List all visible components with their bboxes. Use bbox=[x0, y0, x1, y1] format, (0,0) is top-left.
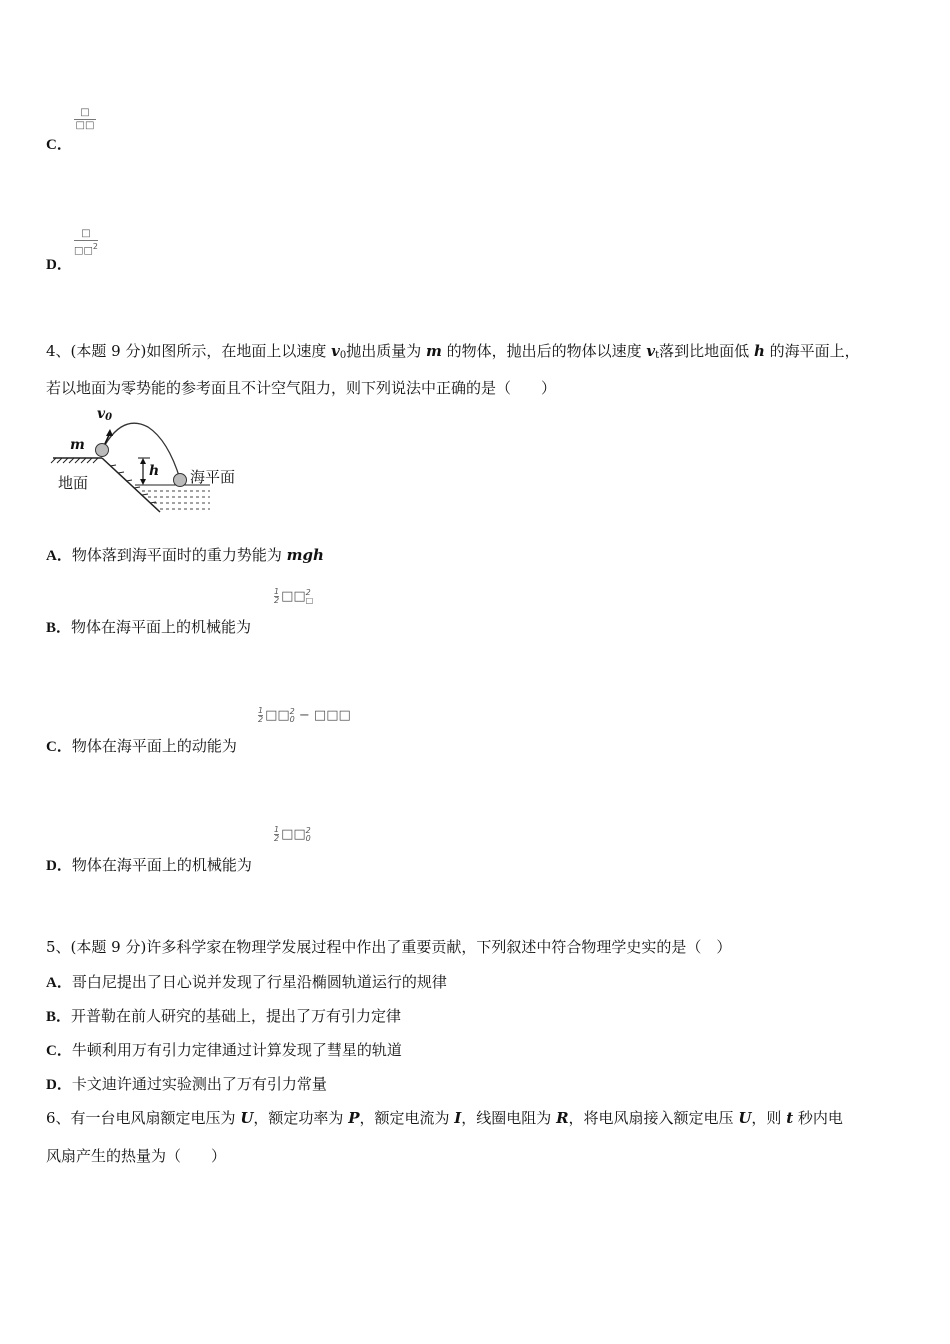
q3-option-c-label: C． bbox=[46, 137, 72, 153]
q3-option-d-formula: □ □□$^2$ bbox=[74, 228, 98, 257]
q5-option-b: B．开普勒在前人研究的基础上，提出了万有引力定律 bbox=[46, 1007, 402, 1025]
q4-option-b: B．物体在海平面上的机械能为 bbox=[46, 618, 252, 636]
q6-stem-line2: 风扇产生的热量为（ ） bbox=[46, 1147, 227, 1165]
q4-figure bbox=[50, 405, 250, 517]
q5-option-a: A．哥白尼提出了日心说并发现了行星沿椭圆轨道运行的规律 bbox=[46, 973, 447, 991]
q6-stem-line1: 6、有一台电风扇额定电压为 U，额定功率为 P，额定电流为 I，线圈电阻为 R，将电风扇接入额定电压 U，则 t 秒内电 bbox=[46, 1109, 843, 1127]
q4-option-d-formula: $\frac{1}{2}$ □□ 2 0 bbox=[274, 825, 311, 843]
q5-stem: 5、(本题 9 分)许多科学家在物理学发展过程中作出了重要贡献，下列叙述中符合物理学史实的是（ ） bbox=[46, 938, 732, 956]
q4-figure-sea-label: 海平面 bbox=[190, 468, 236, 486]
q4-option-d: D．物体在海平面上的机械能为 bbox=[46, 856, 252, 874]
q4-figure-h-label: h bbox=[149, 463, 160, 479]
q5-option-c: C．牛顿利用万有引力定律通过计算发现了彗星的轨道 bbox=[46, 1041, 402, 1059]
q4-stem-line1: 4、(本题 9 分)如图所示，在地面上以速度 $v_0$抛出质量为 m 的物体，抛出后的物体以速度 $v_t$落到比地面低 h 的海平面上， bbox=[46, 342, 860, 361]
q4-figure-ground-label: 地面 bbox=[58, 474, 89, 492]
q3-option-c-formula: □ □□ bbox=[75, 107, 95, 131]
q4-figure-m-label: m bbox=[70, 437, 85, 453]
q4-option-c-formula: $\frac{1}{2}$ □□ 2 0 − □□□ bbox=[258, 706, 351, 724]
q4-option-b-formula: $\frac{1}{2}$ □□ 2 □ bbox=[274, 587, 314, 605]
q4-option-c: C．物体在海平面上的动能为 bbox=[46, 737, 237, 755]
q5-option-d: D．卡文迪许通过实验测出了万有引力常量 bbox=[46, 1075, 327, 1093]
q4-option-a: A．物体落到海平面时的重力势能为 mgh bbox=[46, 546, 324, 564]
q4-stem-line2: 若以地面为零势能的参考面且不计空气阻力，则下列说法中正确的是（ ） bbox=[46, 379, 557, 397]
q3-option-d-label: D． bbox=[46, 257, 72, 273]
q4-figure-v0-label: $v_0$ bbox=[97, 406, 113, 423]
